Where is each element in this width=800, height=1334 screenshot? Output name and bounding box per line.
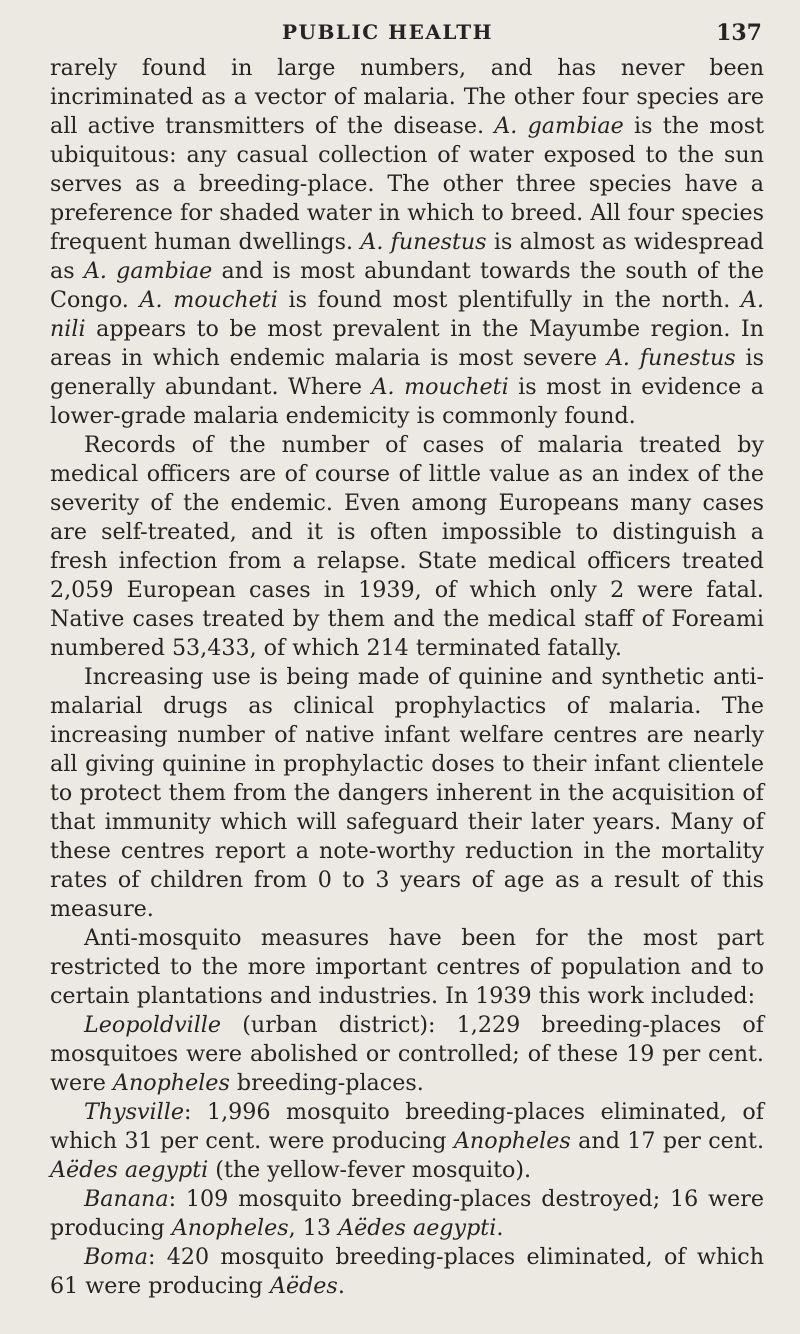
text-run: Increasing use is being made of quinine and synthetic anti-malarial drugs as clinical prophylactics of malaria. The increasing number of native infant welfare centres are nearly all giving quinine in prophylactic doses to their infant clientele to protect them from the dangers inherent in the acquisition of that immunity which will safeguard their later years. Many of these centres report a note-worthy reduction in the mortality rates of children from 0 to 3 years of age as a result of this measure. (50, 664, 764, 922)
text-run: is the most ubiquitous: any casual collection of water exposed to the sun serves as a breeding-place. The other three species have a preference for shaded water in which to breed. All four species frequent human dwellings. (50, 113, 764, 255)
italic-text: A. funestus (360, 229, 487, 255)
paragraph (50, 1243, 764, 1301)
text-run: , 13 (288, 1215, 339, 1241)
italic-text: Leopoldville (84, 1012, 222, 1038)
text-run: rarely found in large numbers, and has never been incriminated as a vector of malaria. The other four species are all active transmitters of the disease. (50, 55, 764, 139)
text-run: (urban district): 1,229 breeding-places of mosquitoes were abolished or controlled; of these 19 per cent. were (50, 1012, 764, 1096)
paragraph (50, 924, 764, 1011)
text-run: : 1,996 mosquito breeding-places eliminated, of which 31 per cent. were producing (50, 1099, 764, 1154)
text-run: is found most plentifully in the north. (277, 287, 741, 313)
text-run: : 109 mosquito breeding-places destroyed; 16 were producing (50, 1186, 764, 1241)
italic-text: Boma (84, 1244, 148, 1270)
text-run: : 420 mosquito breeding-places eliminated, of which 61 were producing (50, 1244, 764, 1299)
text-run: and 17 per cent. (570, 1128, 765, 1154)
italic-text: Aëdes aegypti (50, 1157, 209, 1183)
paragraph (50, 1011, 764, 1098)
paragraph (50, 431, 764, 663)
text-run: (the yellow-fever mosquito). (208, 1157, 532, 1183)
text-run: . (496, 1215, 504, 1241)
italic-text: A. gambiae (83, 258, 213, 284)
running-title: PUBLIC HEALTH (282, 20, 494, 44)
text-run: . (337, 1273, 345, 1299)
italic-text: A. nili (50, 287, 764, 342)
italic-text: Anopheles (112, 1070, 230, 1096)
italic-text: Banana (84, 1186, 169, 1212)
running-header (50, 10, 764, 54)
text-run: breeding-places. (229, 1070, 424, 1096)
paragraph (50, 54, 764, 431)
text-run: is almost as widespread as (50, 229, 765, 284)
text-run: Records of the number of cases of malaria treated by medical officers are of course of little value as an index of the severity of the endemic. Even among Europeans many cases are self-treated, and it is often impossible to distinguish a fresh infection from a relapse. State medical officers treated 2,059 European cases in 1939, of which only 2 were fatal. Native cases treated by them and the medical staff of Foreami numbered 53,433, of which 214 terminated fatally. (50, 432, 764, 661)
italic-text: Thysville (84, 1099, 184, 1125)
italic-text: Aëdes aegypti (338, 1215, 497, 1241)
text-run: and is most abundant towards the south of the Congo. (50, 258, 764, 313)
italic-text: Aëdes (269, 1273, 338, 1299)
page-number: 137 (716, 20, 762, 46)
paragraph (50, 663, 764, 924)
text-run: appears to be most prevalent in the Mayumbe region. In areas in which endemic malaria is most severe (50, 316, 764, 371)
body-text (50, 54, 764, 1301)
text-run: Anti-mosquito measures have been for the most part restricted to the more important centres of population and to certain plantations and industries. In 1939 this work included: (50, 925, 764, 1009)
italic-text: Anopheles (171, 1215, 289, 1241)
italic-text: A. moucheti (371, 374, 509, 400)
italic-text: A. funestus (606, 345, 736, 371)
text-run: is generally abundant. Where (50, 345, 765, 400)
paragraph (50, 1185, 764, 1243)
text-run: is most in evidence a lower-grade malaria endemicity is commonly found. (50, 374, 764, 429)
italic-text: A. moucheti (139, 287, 278, 313)
paragraph (50, 1098, 764, 1185)
italic-text: Anopheles (453, 1128, 571, 1154)
italic-text: A. gambiae (494, 113, 624, 139)
